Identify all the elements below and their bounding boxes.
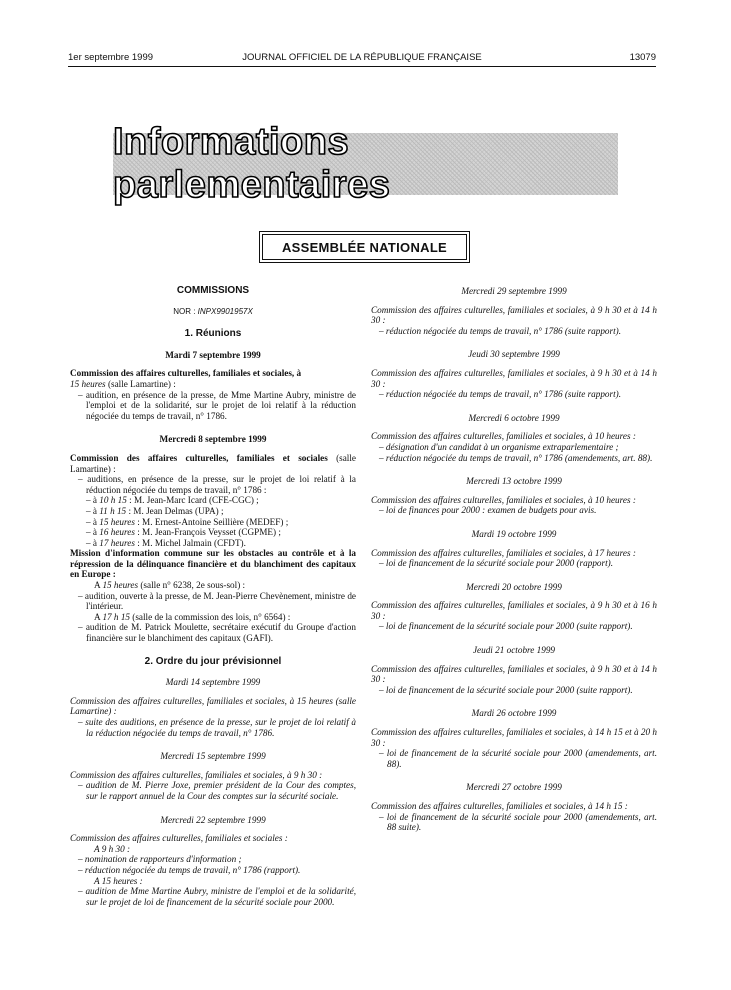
nor-reference <box>70 307 356 318</box>
mission-title: Mission d'information commune sur les obstacles au contrôle et à la répression de la délinquance financière et du blanchiment des capitaux en Europe : <box>70 548 356 580</box>
agenda-item: – loi de financement de la sécurité sociale pour 2000 (suite rapport). <box>379 684 633 695</box>
date-heading: Mercredi 27 octobre 1999 <box>466 782 562 793</box>
sub-item: – à 15 heures : M. Ernest-Antoine Seillière (MEDEF) ; <box>86 516 289 527</box>
org-line: Commission des affaires culturelles, familiales et sociales, à 14 h 15 : <box>371 801 628 811</box>
sub-item: – à 10 h 15 : M. Jean-Marc Icard (CFE-CGC) ; <box>86 495 259 506</box>
org-line: Commission des affaires culturelles, familiales et sociales, à 14 h 15 et à 20 h 30 : <box>371 727 657 748</box>
header-date: 1er septembre 1999 <box>68 52 154 63</box>
right-column <box>371 286 657 846</box>
nor-code: INPX9901957X <box>197 306 253 316</box>
org-line: Commission des affaires culturelles, familiales et sociales (salle Lamartine) : <box>70 452 356 474</box>
header-page-number: 13079 <box>629 52 656 63</box>
header-journal: JOURNAL OFFICIEL DE LA RÉPUBLIQUE FRANÇAISE <box>242 52 482 63</box>
agenda-item: – loi de financement de la sécurité sociale pour 2000 (suite rapport). <box>379 621 633 632</box>
date-heading: Mercredi 13 octobre 1999 <box>466 476 562 487</box>
org-line: Commission des affaires culturelles, familiales et sociales, à 15 heures (salle Lamartine) : <box>70 368 302 389</box>
section-reunions: 1. Réunions <box>184 328 242 340</box>
org-line: Commission des affaires culturelles, familiales et sociales, à 9 h 30 et à 16 h 30 : <box>371 600 657 621</box>
date-heading: Mardi 26 octobre 1999 <box>471 708 557 719</box>
org-line: Commission des affaires culturelles, familiales et sociales, à 9 h 30 et à 14 h 30 : <box>371 304 657 326</box>
agenda-item: – audition de M. Patrick Moulette, secrétaire exécutif du Groupe d'action financière sur le blanchiment des capitaux (GAFI). <box>78 622 356 644</box>
agenda-item: – suite des auditions, en présence de la presse, sur le projet de loi relatif à la réduction négociée du temps de travail, n° 1786. <box>78 717 356 738</box>
org-line: Commission des affaires culturelles, familiales et sociales, à 9 h 30 et à 14 h 30 : <box>371 367 657 389</box>
org-line: Commission des affaires culturelles, familiales et sociales, à 15 heures (salle Lamartine) : <box>70 695 356 717</box>
date-heading: Mercredi 15 septembre 1999 <box>160 751 266 762</box>
date-heading: Jeudi 21 octobre 1999 <box>472 645 556 656</box>
section-banner <box>113 121 618 206</box>
banner-title: Informations parlementaires <box>113 121 391 206</box>
date-heading: Mardi 7 septembre 1999 <box>165 349 261 360</box>
sub-item: – à 16 heures : M. Jean-François Veysset (CGPME) ; <box>86 527 281 538</box>
agenda-item: – loi de financement de la sécurité sociale pour 2000 (amendements, art. 88). <box>379 748 657 769</box>
agenda-item: – auditions, en présence de la presse, sur le projet de loi relatif à la réduction négociée du temps de travail, n° 1786 : <box>78 474 356 495</box>
agenda-item: – réduction négociée du temps de travail, n° 1786 (rapport). <box>78 864 301 875</box>
agenda-item: – réduction négociée du temps de travail, n° 1786 (amendements, art. 88). <box>379 452 653 463</box>
agenda-item: – nomination de rapporteurs d'information ; <box>78 854 242 865</box>
agenda-item: – loi de finances pour 2000 : examen de budgets pour avis. <box>379 505 597 516</box>
date-heading: Mercredi 22 septembre 1999 <box>160 814 266 825</box>
date-heading: Mercredi 8 septembre 1999 <box>159 434 267 445</box>
sub-item-list <box>70 495 356 548</box>
org-line: Commission des affaires culturelles, familiales et sociales, à 9 h 30 et à 14 h 30 : <box>371 663 657 685</box>
nor-label: NOR : <box>173 306 196 316</box>
agenda-item: – loi de financement de la sécurité sociale pour 2000 (rapport). <box>379 558 613 569</box>
date-heading: Mardi 14 septembre 1999 <box>165 677 261 688</box>
date-heading: Mercredi 29 septembre 1999 <box>461 286 567 296</box>
date-heading: Mercredi 20 octobre 1999 <box>466 581 562 592</box>
session-time: A 9 h 30 : <box>94 843 131 854</box>
date-heading: Mercredi 6 octobre 1999 <box>468 412 560 423</box>
sub-item: – à 17 heures : M. Michel Jalmain (CFDT). <box>86 537 246 548</box>
agenda-item: – audition de M. Pierre Joxe, premier président de la Cour des comptes, sur le rapport annuel de la Cour des comptes sur la sécurité sociale. <box>78 780 356 801</box>
agenda-item: – réduction négociée du temps de travail, n° 1786 (suite rapport). <box>379 325 621 336</box>
header-rule <box>68 66 656 67</box>
session-time: A 15 heures : <box>94 875 143 886</box>
left-column <box>70 286 356 907</box>
org-line: Commission des affaires culturelles, familiales et sociales : <box>70 833 288 844</box>
chamber-title: ASSEMBLÉE NATIONALE <box>281 239 448 255</box>
agenda-item: – désignation d'un candidat à un organisme extraparlementaire ; <box>379 441 619 452</box>
commissions-title: COMMISSIONS <box>176 285 250 296</box>
agenda-item: – audition de Mme Martine Aubry, ministre de l'emploi et de la solidarité, sur le projet de loi de financement de la sécurité sociale pour 2000. <box>78 886 356 907</box>
org-line: Commission des affaires culturelles, familiales et sociales, à 10 heures : <box>371 431 636 442</box>
session-time: A 15 heures (salle n° 6238, 2e sous-sol) : <box>94 580 246 591</box>
org-line: Commission des affaires culturelles, familiales et sociales, à 17 heures : <box>371 547 636 558</box>
agenda-item: – audition, ouverte à la presse, de M. Jean-Pierre Chevènement, ministre de l'intérieur. <box>78 590 356 612</box>
section-ordre-du-jour: 2. Ordre du jour prévisionnel <box>144 655 282 667</box>
date-heading: Jeudi 30 septembre 1999 <box>468 349 560 360</box>
chamber-box <box>262 234 467 260</box>
sub-item: – à 11 h 15 : M. Jean Delmas (UPA) ; <box>86 505 224 516</box>
agenda-item: – audition, en présence de la presse, de Mme Martine Aubry, ministre de l'emploi et de la solidarité, sur le projet de loi relatif à la réduction négociée du temps de travail, n° 1786. <box>78 389 356 421</box>
agenda-item: – loi de financement de la sécurité sociale pour 2000 (amendements, art. 88 suite). <box>379 811 657 833</box>
running-header <box>68 52 656 66</box>
agenda-item: – réduction négociée du temps de travail, n° 1786 (suite rapport). <box>379 389 621 400</box>
session-time: A 17 h 15 (salle de la commission des lois, n° 6564) : <box>94 611 291 622</box>
org-line: Commission des affaires culturelles, familiales et sociales, à 9 h 30 : <box>70 769 323 780</box>
org-line: Commission des affaires culturelles, familiales et sociales, à 10 heures : <box>371 494 636 505</box>
date-heading: Mardi 19 octobre 1999 <box>471 528 557 539</box>
